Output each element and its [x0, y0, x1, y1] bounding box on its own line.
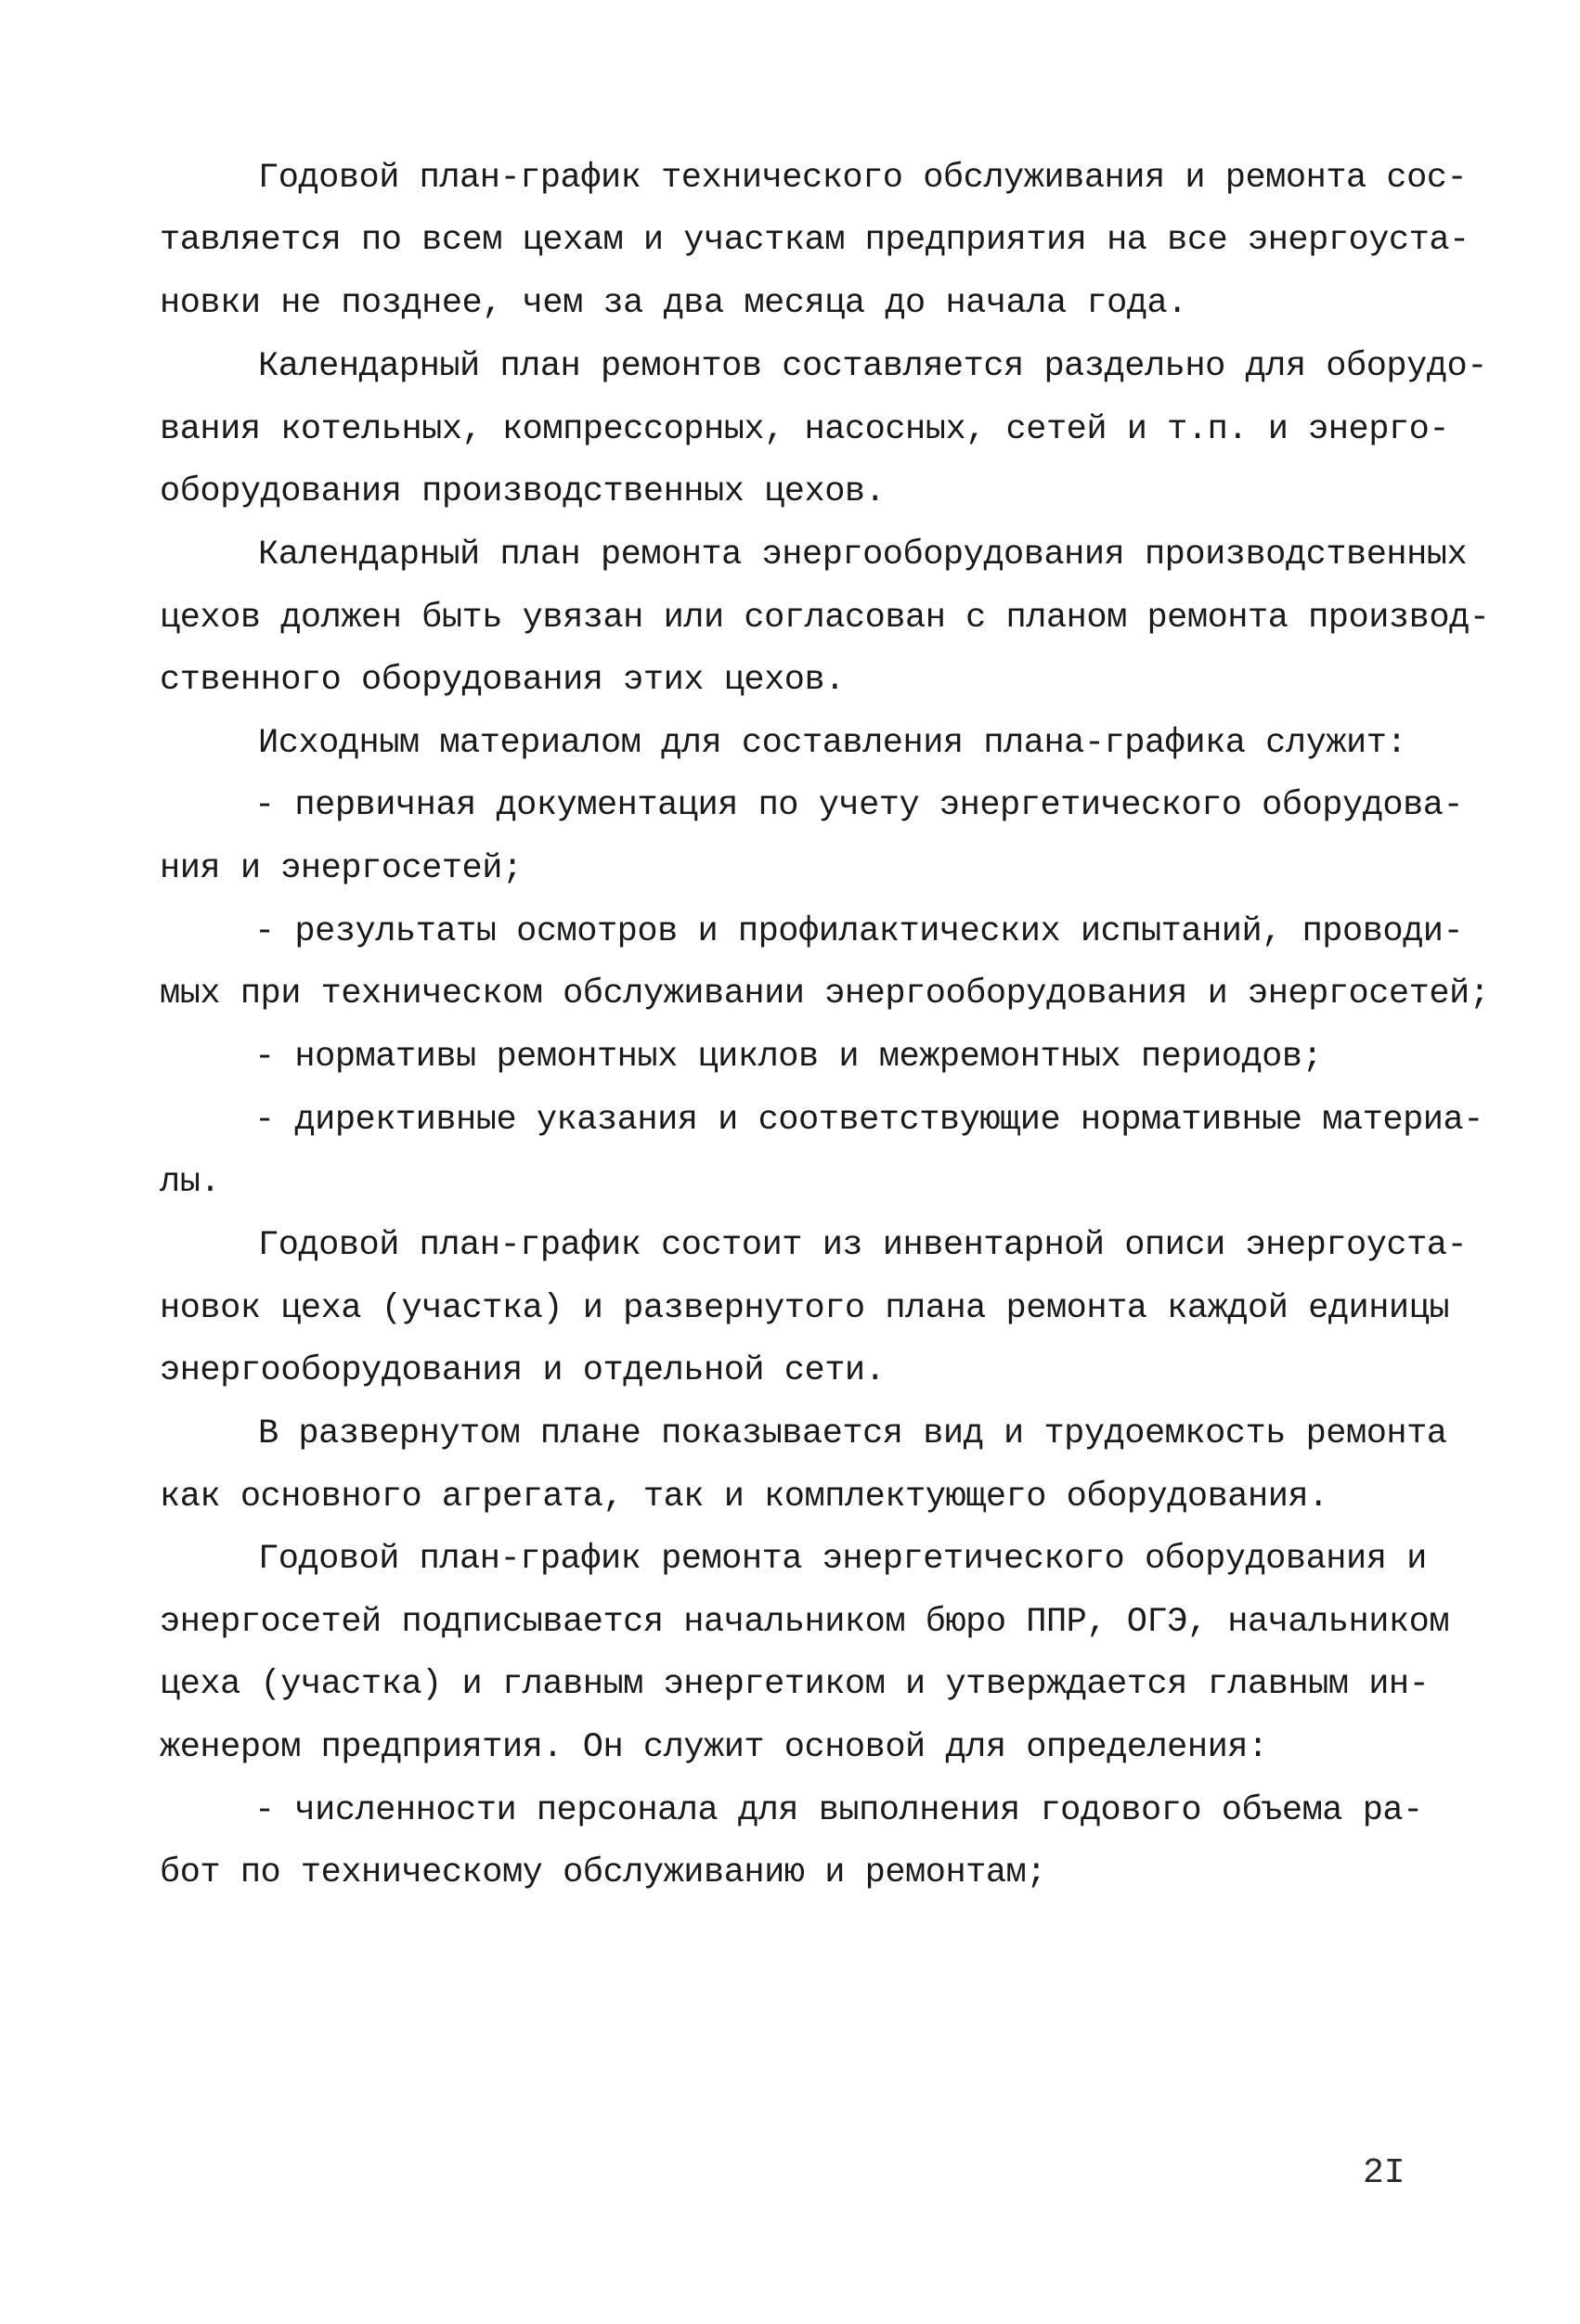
text-line: оборудования производственных цехов. [160, 472, 886, 511]
text-line: энергосетей подписывается начальником бюро ППР, ОГЭ, начальником [160, 1603, 1450, 1642]
text-line: цеха (участка) и главным энергетиком и утверждается главным ин- [160, 1665, 1430, 1704]
text-line: цехов должен быть увязан или согласован с планом ремонта производ- [160, 599, 1490, 638]
text-line: бот по техническому обслуживанию и ремонтам; [160, 1853, 1046, 1892]
text-line: лы. [160, 1163, 221, 1202]
list-item: - результаты осмотров и профилактических испытаний, проводи- [254, 912, 1464, 951]
text-line: Годовой план-график ремонта энергетического оборудования и [258, 1540, 1427, 1579]
list-item: - нормативы ремонтных циклов и межремонтных периодов; [254, 1038, 1323, 1077]
text-line: Исходным материалом для составления плана-графика служит: [258, 724, 1407, 763]
text-line: В развернутом плане показывается вид и трудоемкость ремонта [258, 1414, 1447, 1453]
text-line: Годовой план-график состоит из инвентарной описи энергоуста- [258, 1226, 1468, 1265]
text-line: как основного агрегата, так и комплектующего оборудования. [160, 1478, 1328, 1517]
text-line: новок цеха (участка) и развернутого плана ремонта каждой единицы [160, 1289, 1450, 1328]
text-line: Календарный план ремонтов составляется раздельно для оборудо- [258, 347, 1487, 386]
text-line: мых при техническом обслуживании энергооборудования и энергосетей; [160, 975, 1490, 1014]
list-item: - первичная документация по учету энергетического оборудова- [254, 786, 1464, 825]
page-number: 2I [1363, 2153, 1405, 2193]
list-item: - директивные указания и соответствующие нормативные материа- [254, 1101, 1483, 1140]
text-line: Годовой план-график технического обслуживания и ремонта сос- [258, 159, 1468, 198]
text-line: ния и энергосетей; [160, 849, 523, 888]
text-line: новки не позднее, чем за два месяца до начала года. [160, 284, 1187, 323]
list-item: - численности персонала для выполнения годового объема ра- [254, 1791, 1423, 1830]
text-line: женером предприятия. Он служит основой для определения: [160, 1728, 1268, 1767]
text-line: энергооборудования и отдельной сети. [160, 1351, 886, 1390]
text-line: вания котельных, компрессорных, насосных, сетей и т.п. и энерго- [160, 410, 1450, 449]
text-line: тавляется по всем цехам и участкам предприятия на все энергоуста- [160, 221, 1470, 260]
text-line: ственного оборудования этих цехов. [160, 661, 845, 700]
text-line: Календарный план ремонта энергооборудования производственных [258, 536, 1468, 575]
